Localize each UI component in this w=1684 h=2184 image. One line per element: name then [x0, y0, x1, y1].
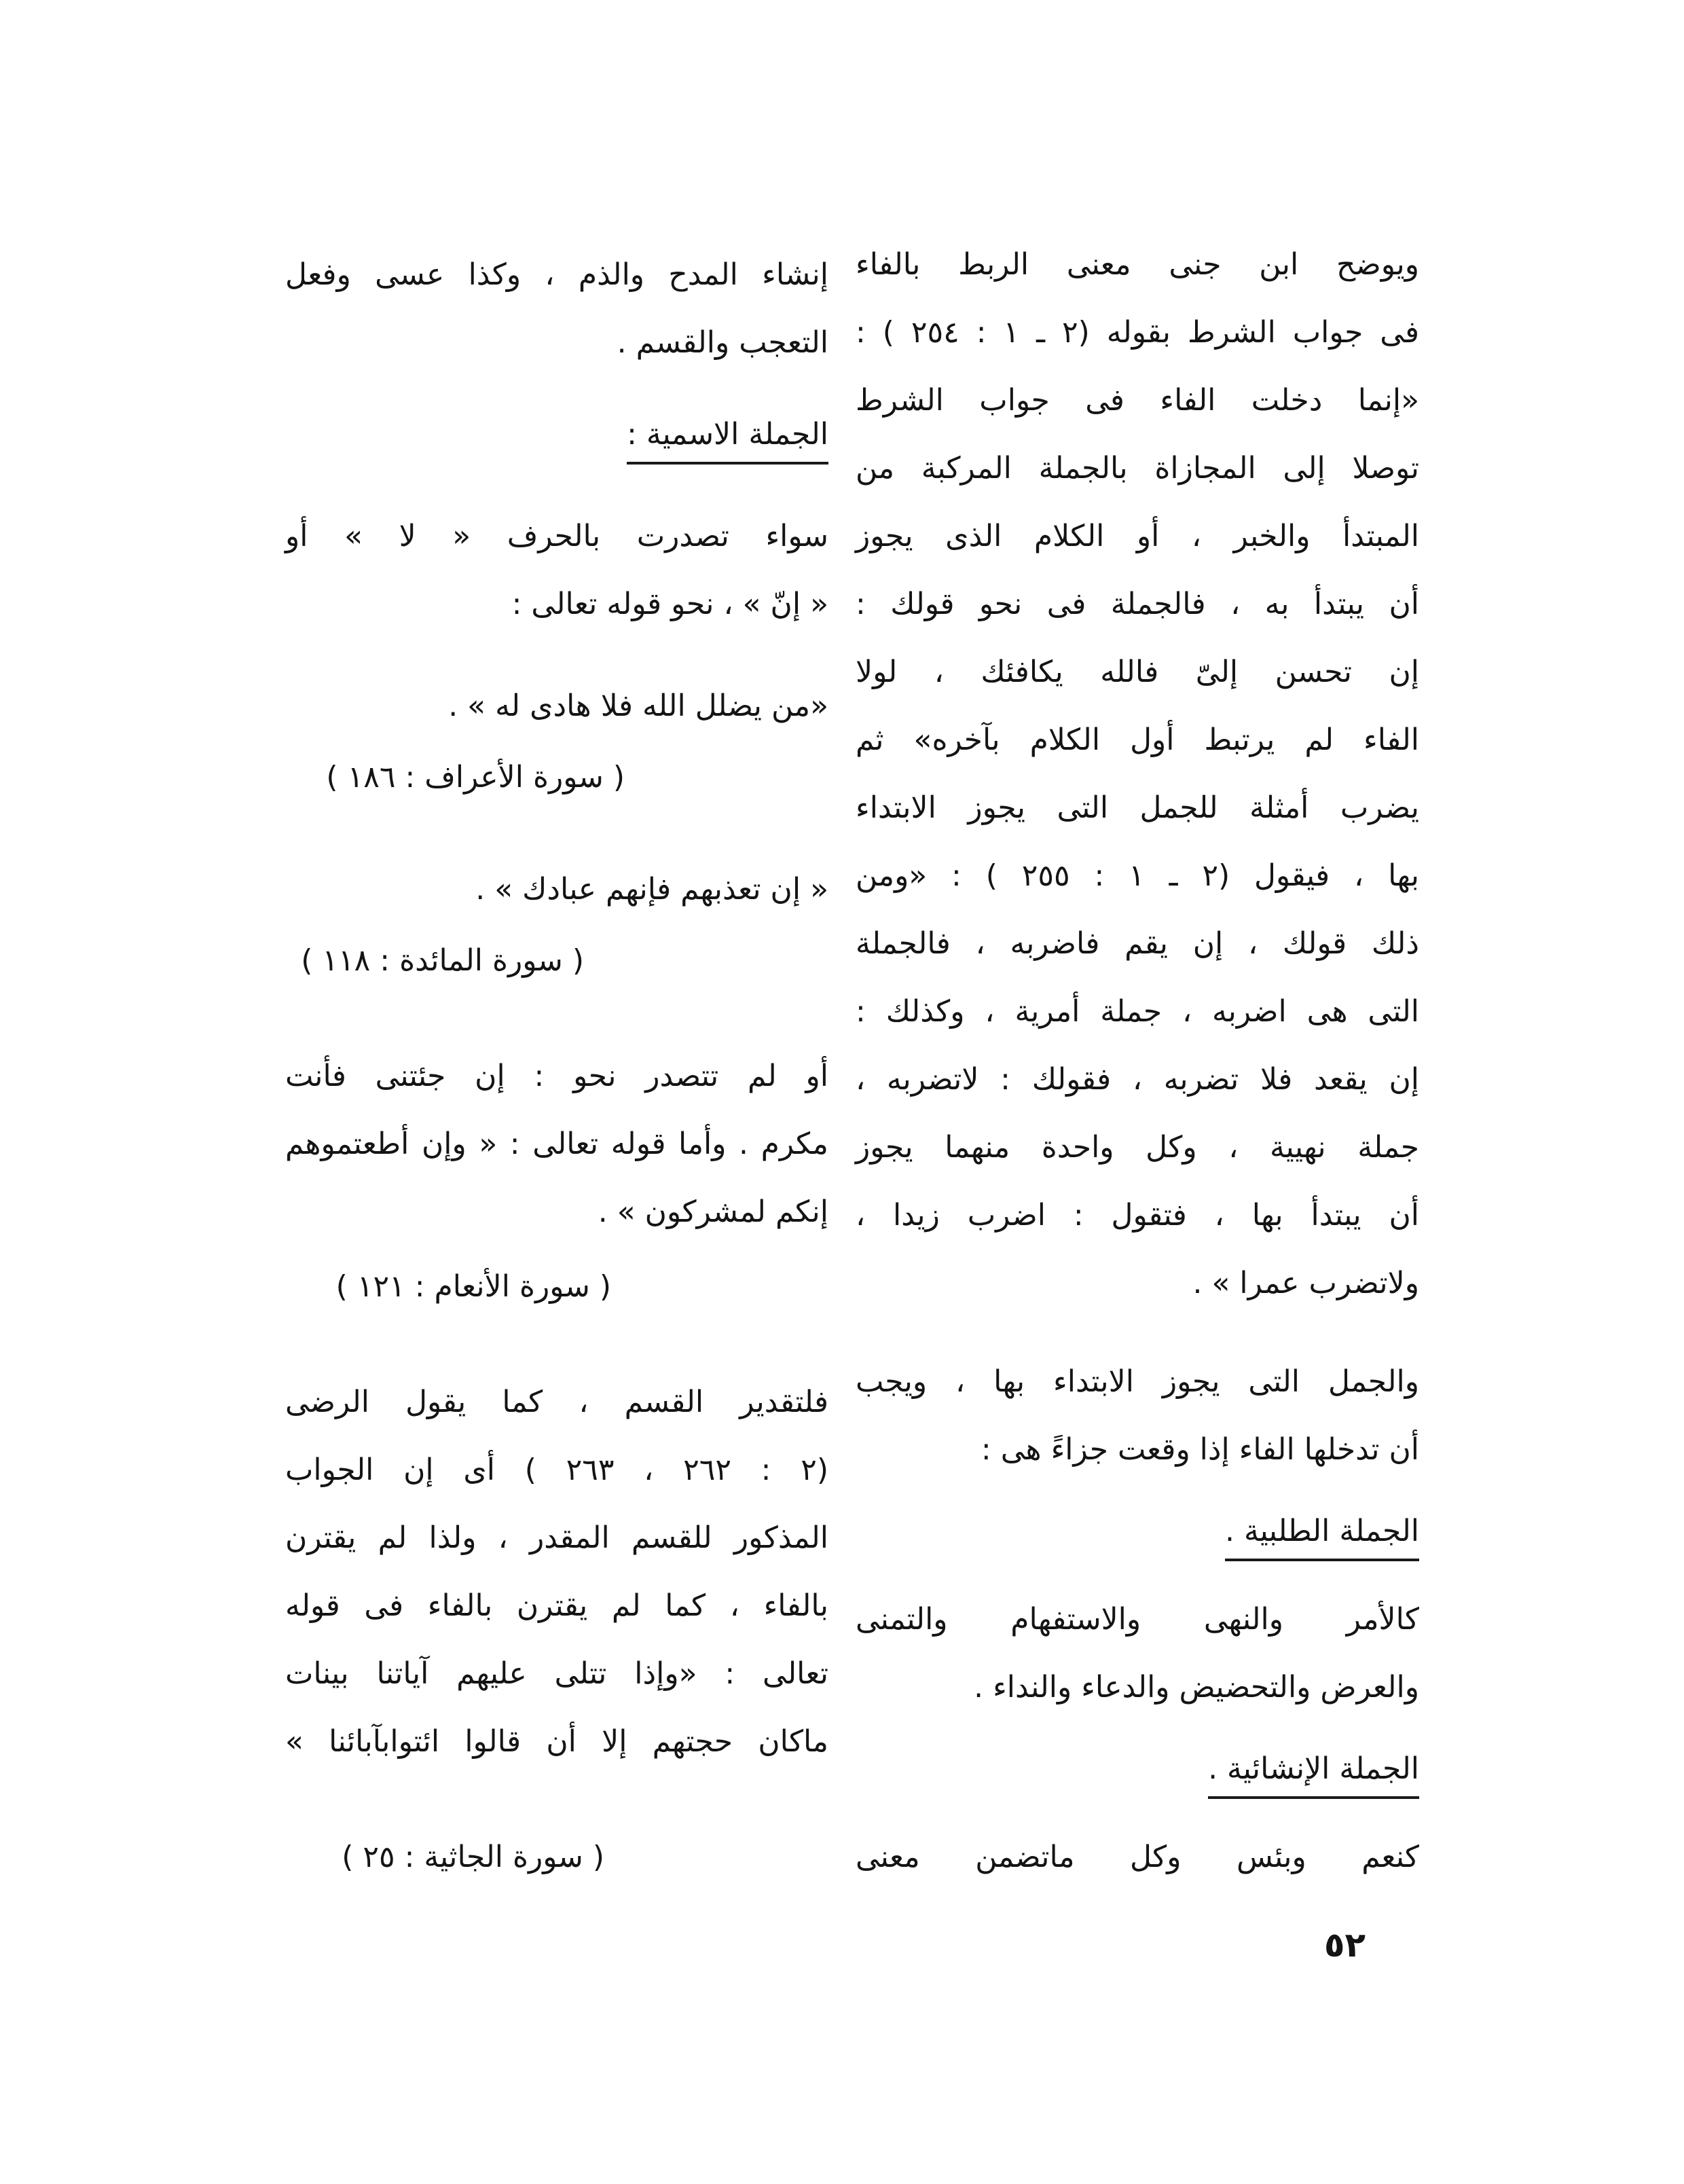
text-line: أو لم تتصدر نحو : إن جئتنى فأنت: [285, 1059, 828, 1093]
text-line: والعرض والتحضيض والدعاء والنداء .: [974, 1670, 1419, 1705]
quran-citation: ( سورة الجاثية : ٢٥ ): [342, 1840, 604, 1874]
text-line: كنعم وبئس وكل ماتضمن معنى: [856, 1840, 1419, 1874]
text-line: «إنما دخلت الفاء فى جواب الشرط: [856, 383, 1419, 418]
text-line: أن يبتدأ به ، فالجملة فى نحو قولك :: [856, 587, 1419, 621]
quran-citation: ( سورة المائدة : ١١٨ ): [301, 943, 584, 978]
text-line: إنشاء المدح والذم ، وكذا عسى وفعل: [285, 257, 828, 292]
text-line: ولاتضرب عمرا » .: [1192, 1266, 1419, 1300]
quran-citation: ( سورة الأعراف : ١٨٦ ): [326, 760, 625, 795]
text-line: الفاء لم يرتبط أول الكلام بآخره» ثم: [856, 723, 1419, 757]
text-line: جملة نهيية ، وكل واحدة منهما يجوز: [856, 1130, 1419, 1165]
text-line: تعالى : «وإذا تتلى عليهم آياتنا بينات: [285, 1656, 828, 1691]
text-line: سواء تصدرت بالحرف « لا » أو: [285, 519, 828, 553]
text-line: إنكم لمشركون » .: [598, 1195, 828, 1229]
text-line: أن يبتدأ بها ، فتقول : اضرب زيدا ،: [856, 1198, 1419, 1233]
text-line: ذلك قولك ، إن يقم فاضربه ، فالجملة: [856, 926, 1419, 961]
section-heading-talabiya: الجملة الطلبية .: [1225, 1511, 1419, 1561]
text-line: ماكان حجتهم إلا أن قالوا ائتوابآبائنا »: [285, 1724, 828, 1759]
text-line: توصلا إلى المجازاة بالجملة المركبة من: [856, 451, 1419, 486]
text-line: ويوضح ابن جنى معنى الربط بالفاء: [856, 247, 1419, 282]
text-line: بها ، فيقول (٢ ـ ١ : ٢٥٥ ) : «ومن: [856, 858, 1420, 893]
quran-quote: «من يضلل الله فلا هادى له » .: [448, 689, 828, 723]
section-heading-inshaiya: الجملة الإنشائية .: [1208, 1749, 1419, 1799]
text-line: كالأمر والنهى والاستفهام والتمنى: [856, 1602, 1419, 1637]
text-line: فى جواب الشرط بقوله (٢ ـ ١ : ٢٥٤ ) :: [856, 315, 1419, 350]
page-number: ٥٢: [1324, 1925, 1366, 1965]
quran-quote: « إن تعذبهم فإنهم عبادك » .: [475, 872, 828, 907]
text-line: مكرم . وأما قوله تعالى : « وإن أطعتموهم: [285, 1127, 828, 1161]
text-line: التى هى اضربه ، جملة أمرية ، وكذلك :: [856, 994, 1419, 1029]
text-line: بالفاء ، كما لم يقترن بالفاء فى قوله: [285, 1588, 828, 1623]
text-line: المبتدأ والخبر ، أو الكلام الذى يجوز: [856, 519, 1419, 553]
text-line: (٢ : ٢٦٢ ، ٢٦٣ ) أى إن الجواب: [285, 1453, 828, 1487]
section-heading-ismiya: الجملة الاسمية :: [627, 414, 828, 465]
text-line: فلتقدير القسم ، كما يقول الرضى: [285, 1385, 828, 1419]
text-line: التعجب والقسم .: [617, 325, 828, 360]
text-line: أن تدخلها الفاء إذا وقعت جزاءً هى :: [981, 1432, 1419, 1467]
text-line: المذكور للقسم المقدر ، ولذا لم يقترن: [285, 1521, 828, 1555]
text-line: والجمل التى يجوز الابتداء بها ، ويجب: [856, 1364, 1419, 1399]
text-line: « إنّ » ، نحو قوله تعالى :: [511, 587, 828, 621]
text-line: إن يقعد فلا تضربه ، فقولك : لاتضربه ،: [856, 1062, 1419, 1097]
text-line: إن تحسن إلىّ فالله يكافئك ، لولا: [856, 655, 1419, 689]
quran-citation: ( سورة الأنعام : ١٢١ ): [335, 1269, 611, 1304]
text-line: يضرب أمثلة للجمل التى يجوز الابتداء: [856, 790, 1419, 825]
